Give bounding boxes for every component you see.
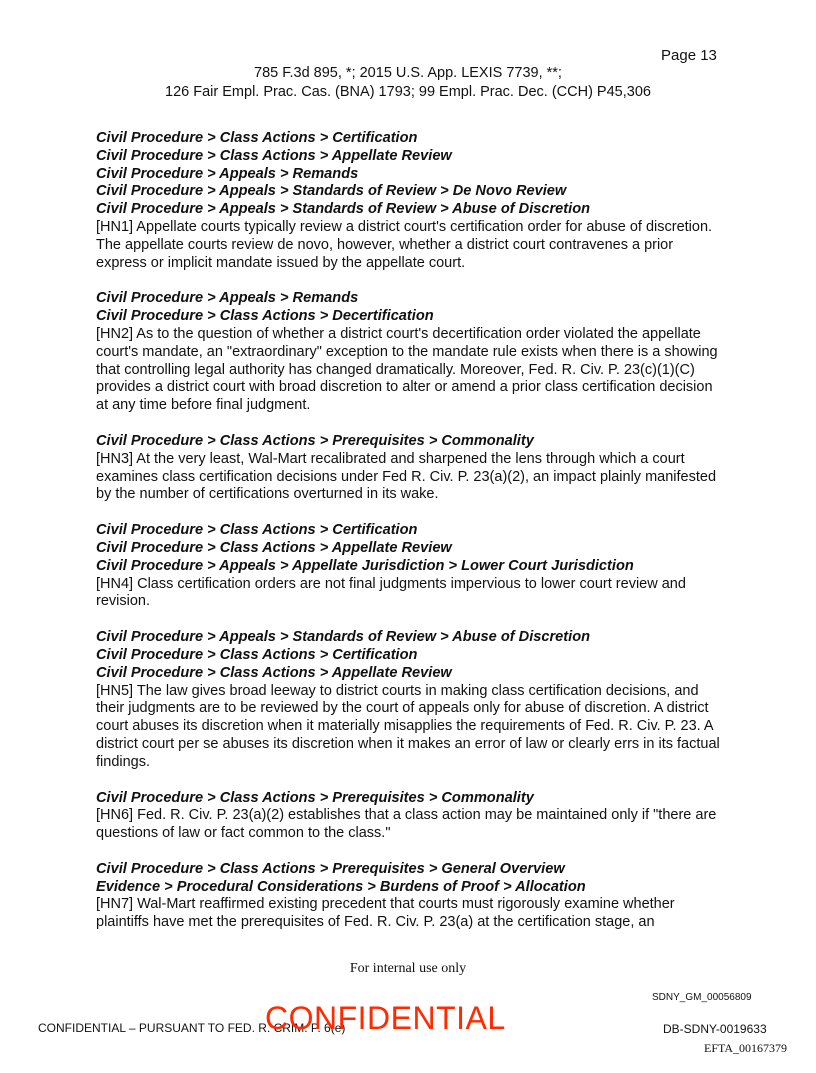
headnote-topic-path: Civil Procedure > Class Actions > Prerequisites > General Overview — [96, 860, 565, 877]
bates-number-db: DB-SDNY-0019633 — [663, 1022, 767, 1036]
headnote-topic-path: Civil Procedure > Appeals > Remands — [96, 290, 359, 307]
headnote-topic-path: Civil Procedure > Appeals > Appellate Jurisdiction > Lower Court Jurisdiction — [96, 557, 634, 574]
headnote-block — [96, 130, 726, 272]
headnote-block — [96, 290, 726, 415]
confidential-notice: CONFIDENTIAL – PURSUANT TO FED. R. CRIM. P. 6(e) — [38, 1021, 346, 1035]
headnote-block — [96, 790, 726, 843]
headnote-block — [96, 522, 726, 611]
headnote-topic-path: Civil Procedure > Appeals > Standards of Review > Abuse of Discretion — [96, 201, 591, 218]
headnote-topic-path: Civil Procedure > Class Actions > Decertification — [96, 308, 434, 325]
citation-line-1: 785 F.3d 895, *; 2015 U.S. App. LEXIS 7739, **; — [254, 65, 562, 81]
headnote-text: [HN5] The law gives broad leeway to district courts in making class certification decisions, and their judgments are to be reviewed by the court of appeals only for abuse of discretion. A district court abuses its discretion when it materially misapplies the requirements of Fed. R. Civ. P. 23. A district court per se abuses its discretion when it makes an error of law or clearly errs in its factual findings. — [96, 682, 720, 770]
headnote-block — [96, 861, 726, 932]
headnote-topic-path: Civil Procedure > Class Actions > Certification — [96, 646, 418, 663]
headnote-topic-path: Civil Procedure > Class Actions > Appellate Review — [96, 664, 452, 681]
bates-number-gm: SDNY_GM_00056809 — [652, 992, 752, 1003]
headnote-topic-path: Civil Procedure > Class Actions > Certification — [96, 522, 418, 539]
case-citation — [0, 64, 816, 102]
headnote-text: [HN2] As to the question of whether a district court's decertification order violated the appellate court's mandate, an "extraordinary" exception to the mandate rule exists when there is a showing that controlling legal authority has changed dramatically. Moreover, Fed. R. Civ. P. 23(c)(1)(C) provides a district court with broad discretion to alter or amend a prior class certification decision at any time before final judgment. — [96, 325, 718, 414]
citation-line-2: 126 Fair Empl. Prac. Cas. (BNA) 1793; 99 Empl. Prac. Dec. (CCH) P45,306 — [165, 84, 651, 100]
headnote-topic-path: Civil Procedure > Appeals > Remands — [96, 165, 359, 182]
headnote-topic-path: Evidence > Procedural Considerations > Burdens of Proof > Allocation — [96, 878, 586, 895]
headnote-topic-path: Civil Procedure > Class Actions > Certification — [96, 130, 418, 146]
confidential-stamp: CONFIDENTIAL — [265, 1000, 506, 1036]
headnote-topic-path: Civil Procedure > Appeals > Standards of Review > De Novo Review — [96, 183, 567, 200]
headnote-topic-path: Civil Procedure > Appeals > Standards of Review > Abuse of Discretion — [96, 629, 591, 646]
headnote-block — [96, 629, 726, 771]
headnote-text: [HN4] Class certification orders are not final judgments impervious to lower court review and revision. — [96, 575, 686, 610]
internal-use-notice: For internal use only — [349, 961, 467, 976]
headnote-topic-path: Civil Procedure > Class Actions > Prerequisites > Commonality — [96, 789, 534, 806]
headnote-text: [HN3] At the very least, Wal-Mart recalibrated and sharpened the lens through which a court examines class certification decisions under Fed R. Civ. P. 23(a)(2), an impact plainly manifested by the number of certifications overturned in its wake. — [96, 450, 717, 503]
headnote-topic-path: Civil Procedure > Class Actions > Appellate Review — [96, 539, 452, 556]
headnote-topic-path: Civil Procedure > Class Actions > Prerequisites > Commonality — [96, 432, 534, 449]
headnote-text: [HN1] Appellate courts typically review a district court's certification order for abuse of discretion. The appellate courts review de novo, however, whether a district court contravenes a prior express or implicit mandate issued by the appellate court. — [96, 218, 713, 271]
headnote-block — [96, 433, 726, 504]
headnote-text: [HN6] Fed. R. Civ. P. 23(a)(2) establishes that a class action may be maintained only if "there are questions of law or fact common to the class." — [96, 807, 717, 842]
headnotes-section — [96, 130, 726, 950]
efta-number: EFTA_00167379 — [704, 1041, 788, 1055]
headnote-topic-path: Civil Procedure > Class Actions > Appellate Review — [96, 147, 452, 164]
headnote-text: [HN7] Wal-Mart reaffirmed existing precedent that courts must rigorously examine whether plaintiffs have met the prerequisites of Fed. R. Civ. P. 23(a) at the certification stage, an — [96, 896, 675, 931]
page-number: Page 13 — [661, 47, 717, 64]
